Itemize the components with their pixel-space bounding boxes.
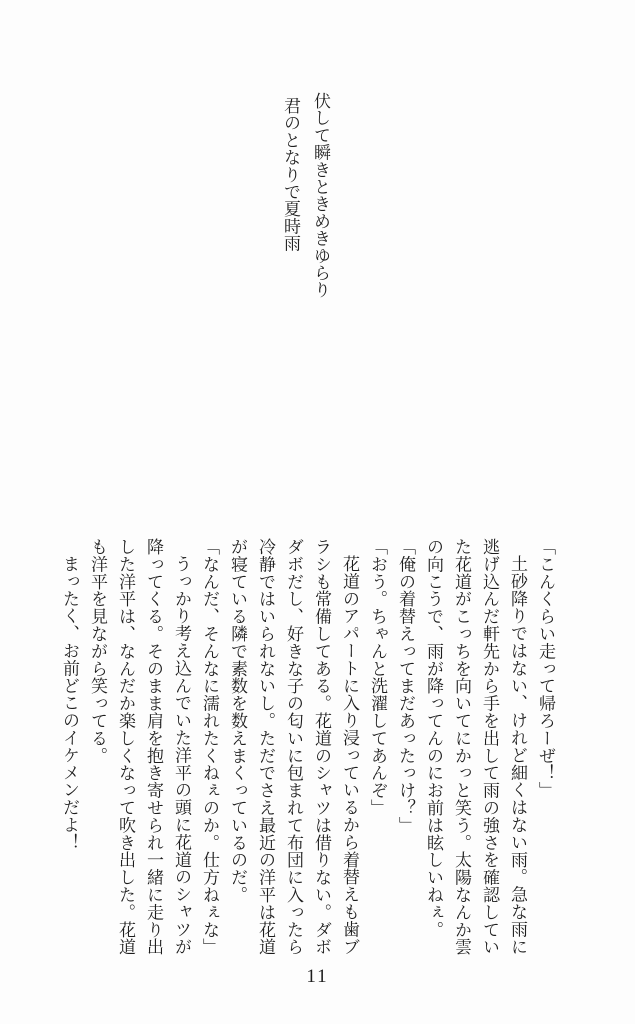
- body-line-dialogue: 「なんだ、そんなに濡れたくねぇのか。仕方ねぇな」: [200, 538, 219, 956]
- page-number: 11: [306, 966, 329, 987]
- tanka-line-2: 君のとなりで夏時雨: [281, 97, 300, 252]
- body-line: 冷静ではいられないし。ただでさえ最近の洋平は花道: [256, 538, 275, 956]
- body-line: の向こうで、雨が降ってんのにお前は眩しいねぇ。: [424, 538, 443, 939]
- body-line: ラシも常備してある。花道のシャツは借りない。ダボ: [312, 538, 331, 956]
- tanka-line-1: 伏して瞬きときめきゆらり: [311, 92, 330, 299]
- body-line: も洋平を見ながら笑ってる。: [88, 538, 107, 765]
- body-line: た花道がこっちを向いてにかっと笑う。太陽なんか雲: [452, 538, 471, 956]
- prose-body: [55, 538, 559, 959]
- body-line: 花道のアパートに入り浸っているから着替えも歯ブ: [340, 555, 359, 956]
- tanka-poem: [275, 92, 335, 298]
- body-line: うっかり考え込んでいた洋平の頭に花道のシャツが: [172, 555, 191, 956]
- body-line: まったく、お前どこのイケメンだよ！: [60, 555, 79, 851]
- body-line: 降ってくる。そのまま肩を抱き寄せられ一緒に走り出: [144, 538, 163, 956]
- body-line: が寝ている隣で素数を数えまくっているのだ。: [228, 538, 247, 904]
- body-line-dialogue: 「俺の着替えってまだあったっけ？」: [396, 538, 415, 834]
- body-line: 土砂降りではない、けれど細くはない雨。急な雨に: [508, 555, 527, 956]
- body-line: した洋平は、なんだか楽しくなって吹き出した。花道: [116, 538, 135, 956]
- body-line-dialogue: 「こんくらい走って帰ろーぜ！」: [536, 538, 555, 799]
- body-line: 逃げ込んだ軒先から手を出して雨の強さを確認してい: [480, 538, 499, 956]
- body-line: ダボだし、好きな子の匂いに包まれて布団に入ったら: [284, 538, 303, 956]
- body-line-dialogue: 「おう。ちゃんと洗濯してあんぞ」: [368, 538, 387, 817]
